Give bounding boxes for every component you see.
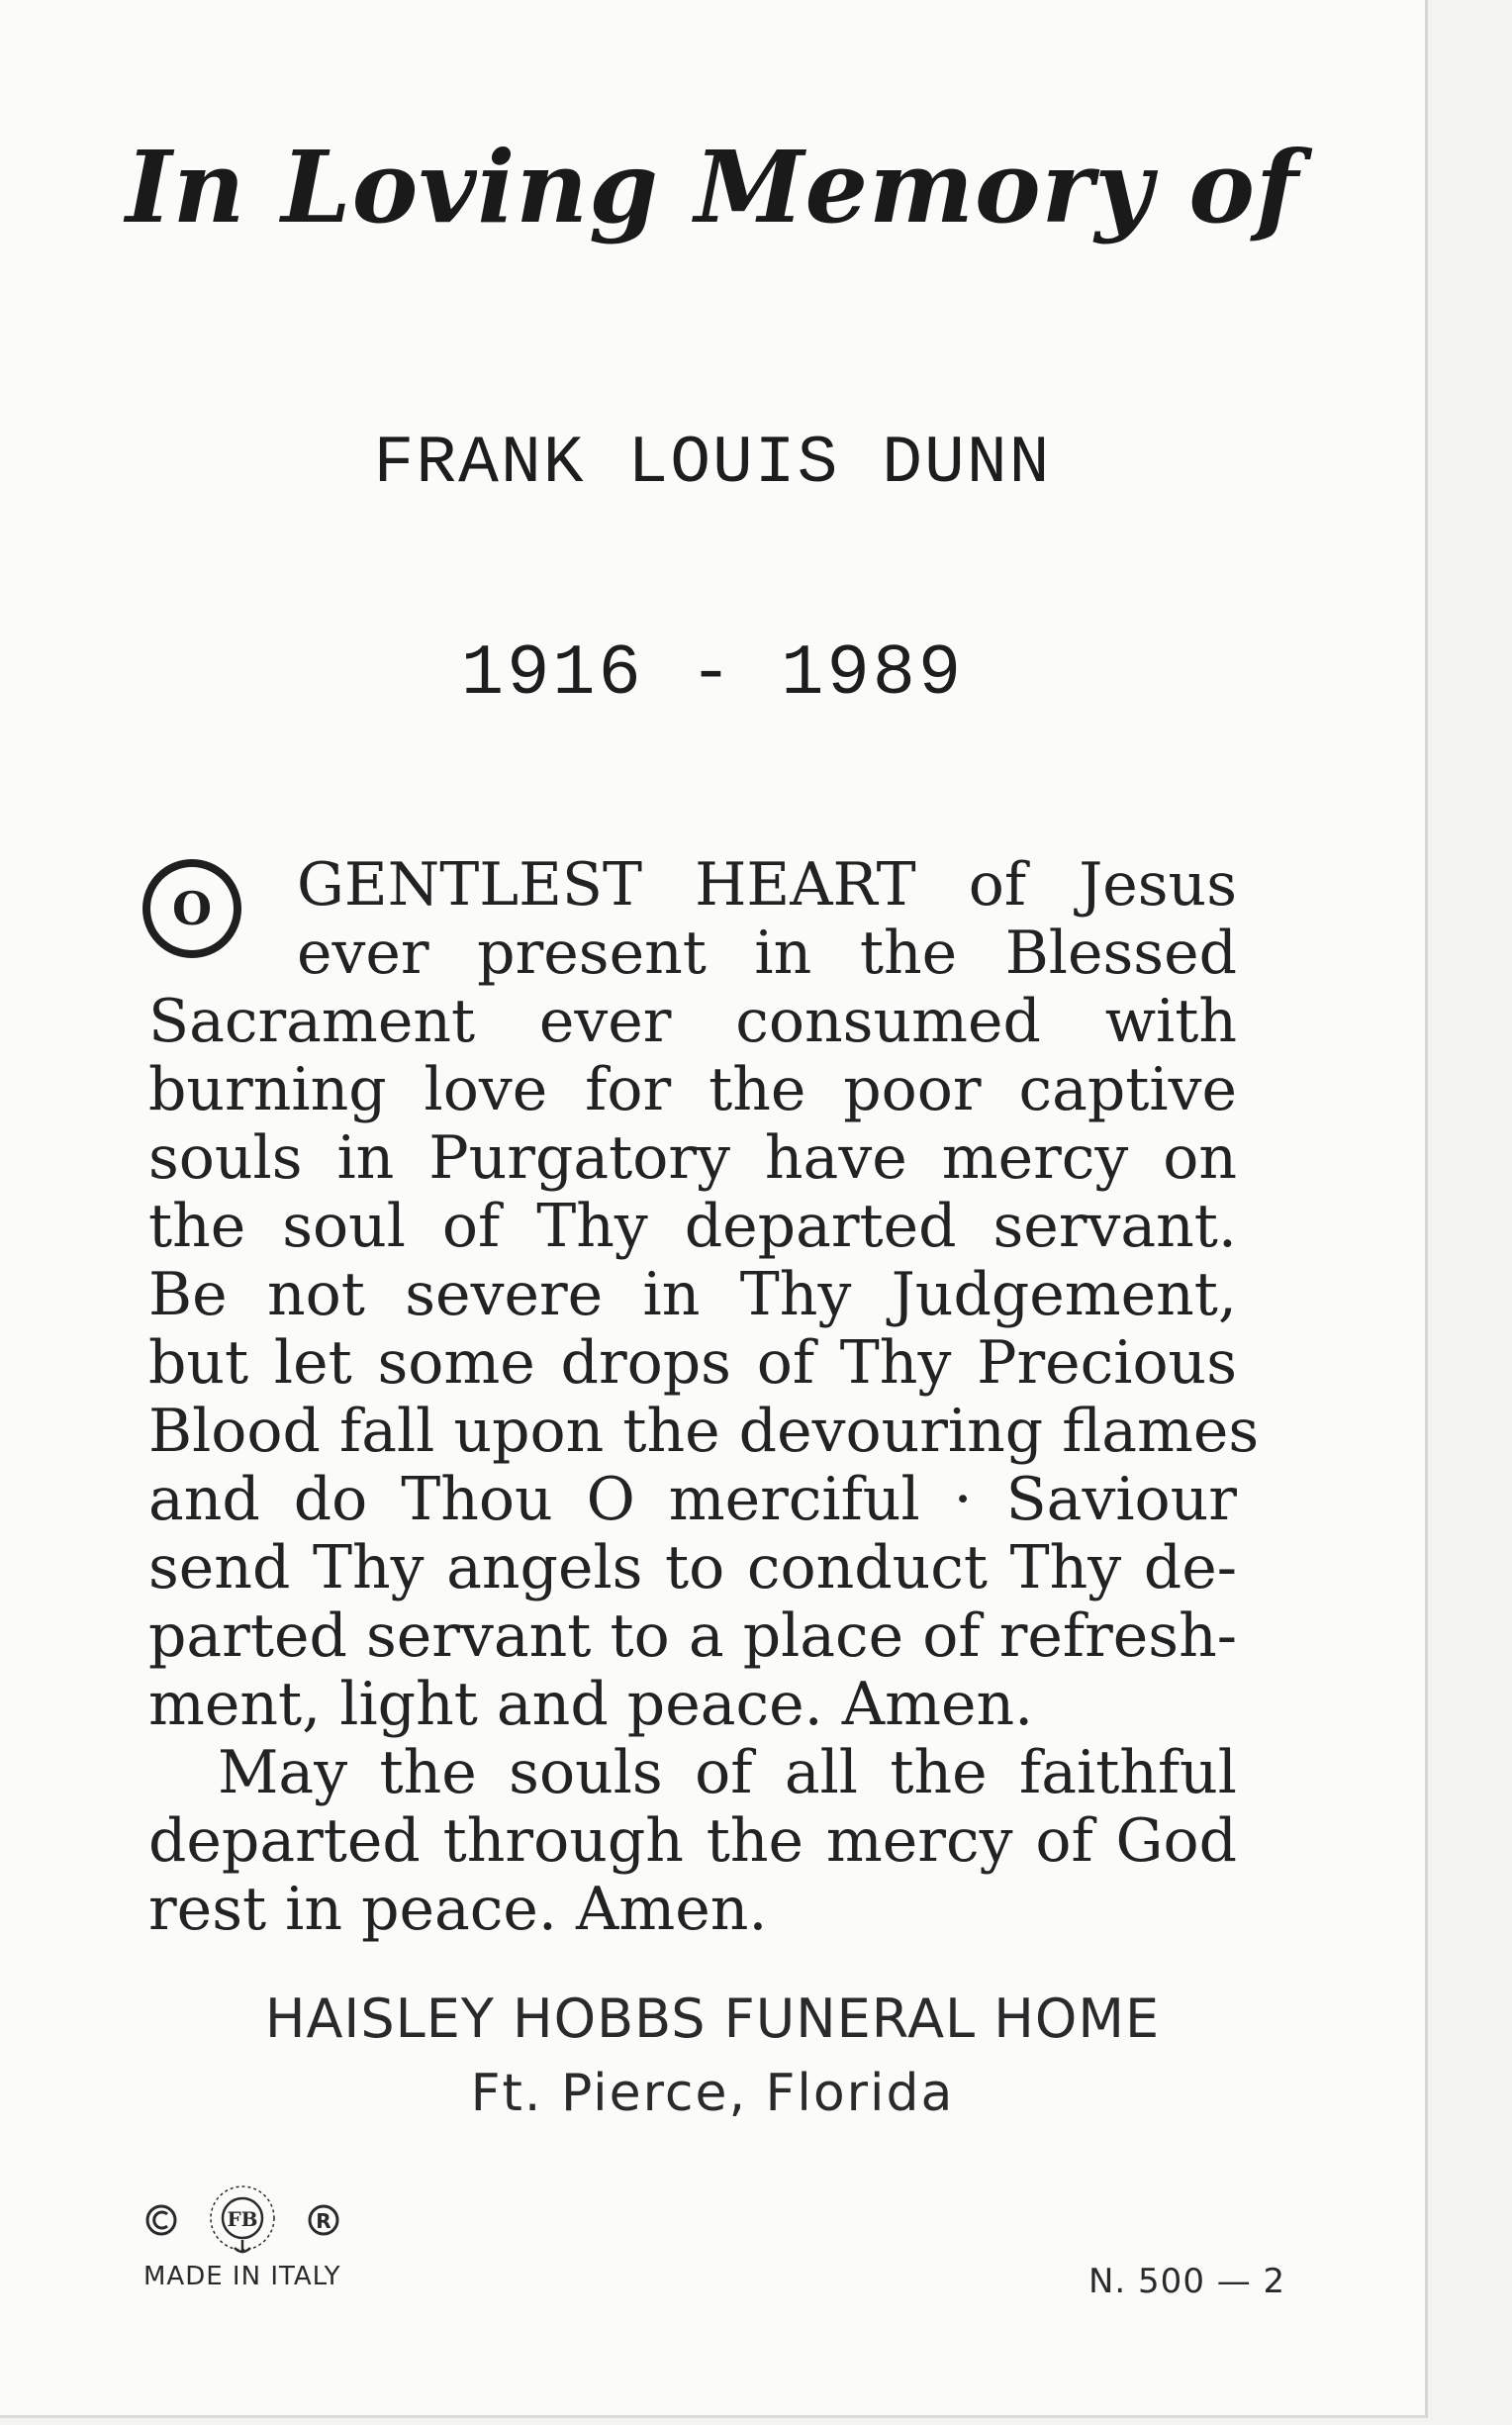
funeral-home-name: HAISLEY HOBBS FUNERAL HOME (264, 1988, 1161, 2050)
prayer-line: Blood fall upon the devouring flames (148, 1397, 1260, 1466)
funeral-home-location: Ft. Pierce, Florida (470, 2064, 955, 2123)
closing-line: rest in peace. Amen. (148, 1875, 768, 1944)
deceased-name: FRANK LOUIS DUNN (373, 426, 1052, 502)
drop-cap-initial: O (142, 859, 241, 958)
card-heading: In Loving Memory of (126, 129, 1299, 245)
prayer-line: parted servant to a place of refresh- (148, 1601, 1237, 1671)
svg-text:FB: FB (227, 2207, 258, 2231)
anchor-seal-icon (211, 2186, 274, 2252)
prayer-line: and do Thou O merciful · Saviour (148, 1465, 1237, 1534)
made-in-italy-label: MADE IN ITALY (143, 2262, 341, 2291)
publisher-seal (143, 2173, 341, 2262)
prayer-line: send Thy angels to conduct Thy de- (148, 1533, 1237, 1602)
copyright-icon (147, 2206, 175, 2234)
prayer-line: ever present in the Blessed (297, 919, 1237, 988)
svg-text:R: R (316, 2209, 331, 2233)
prayer-line: but let some drops of Thy Precious (148, 1328, 1237, 1398)
prayer-line: burning love for the poor captive (148, 1055, 1237, 1124)
card-number: N. 500 — 2 (1088, 2262, 1286, 2301)
prayer-line: ment, light and peace. Amen. (148, 1670, 1034, 1739)
closing-line: May the souls of all the faithful (218, 1738, 1237, 1807)
prayer-line: Be not severe in Thy Judgement, (148, 1260, 1237, 1329)
closing-line: departed through the mercy of God (148, 1806, 1237, 1876)
prayer-line: GENTLEST HEART of Jesus (297, 850, 1237, 920)
prayer-line: Sacrament ever consumed with (148, 987, 1237, 1056)
registered-icon (310, 2206, 337, 2234)
prayer-text (148, 850, 1260, 1944)
life-dates: 1916 - 1989 (460, 633, 965, 715)
prayer-line: the soul of Thy departed servant. (148, 1192, 1237, 1261)
prayer-line: souls in Purgatory have mercy on (148, 1123, 1237, 1193)
